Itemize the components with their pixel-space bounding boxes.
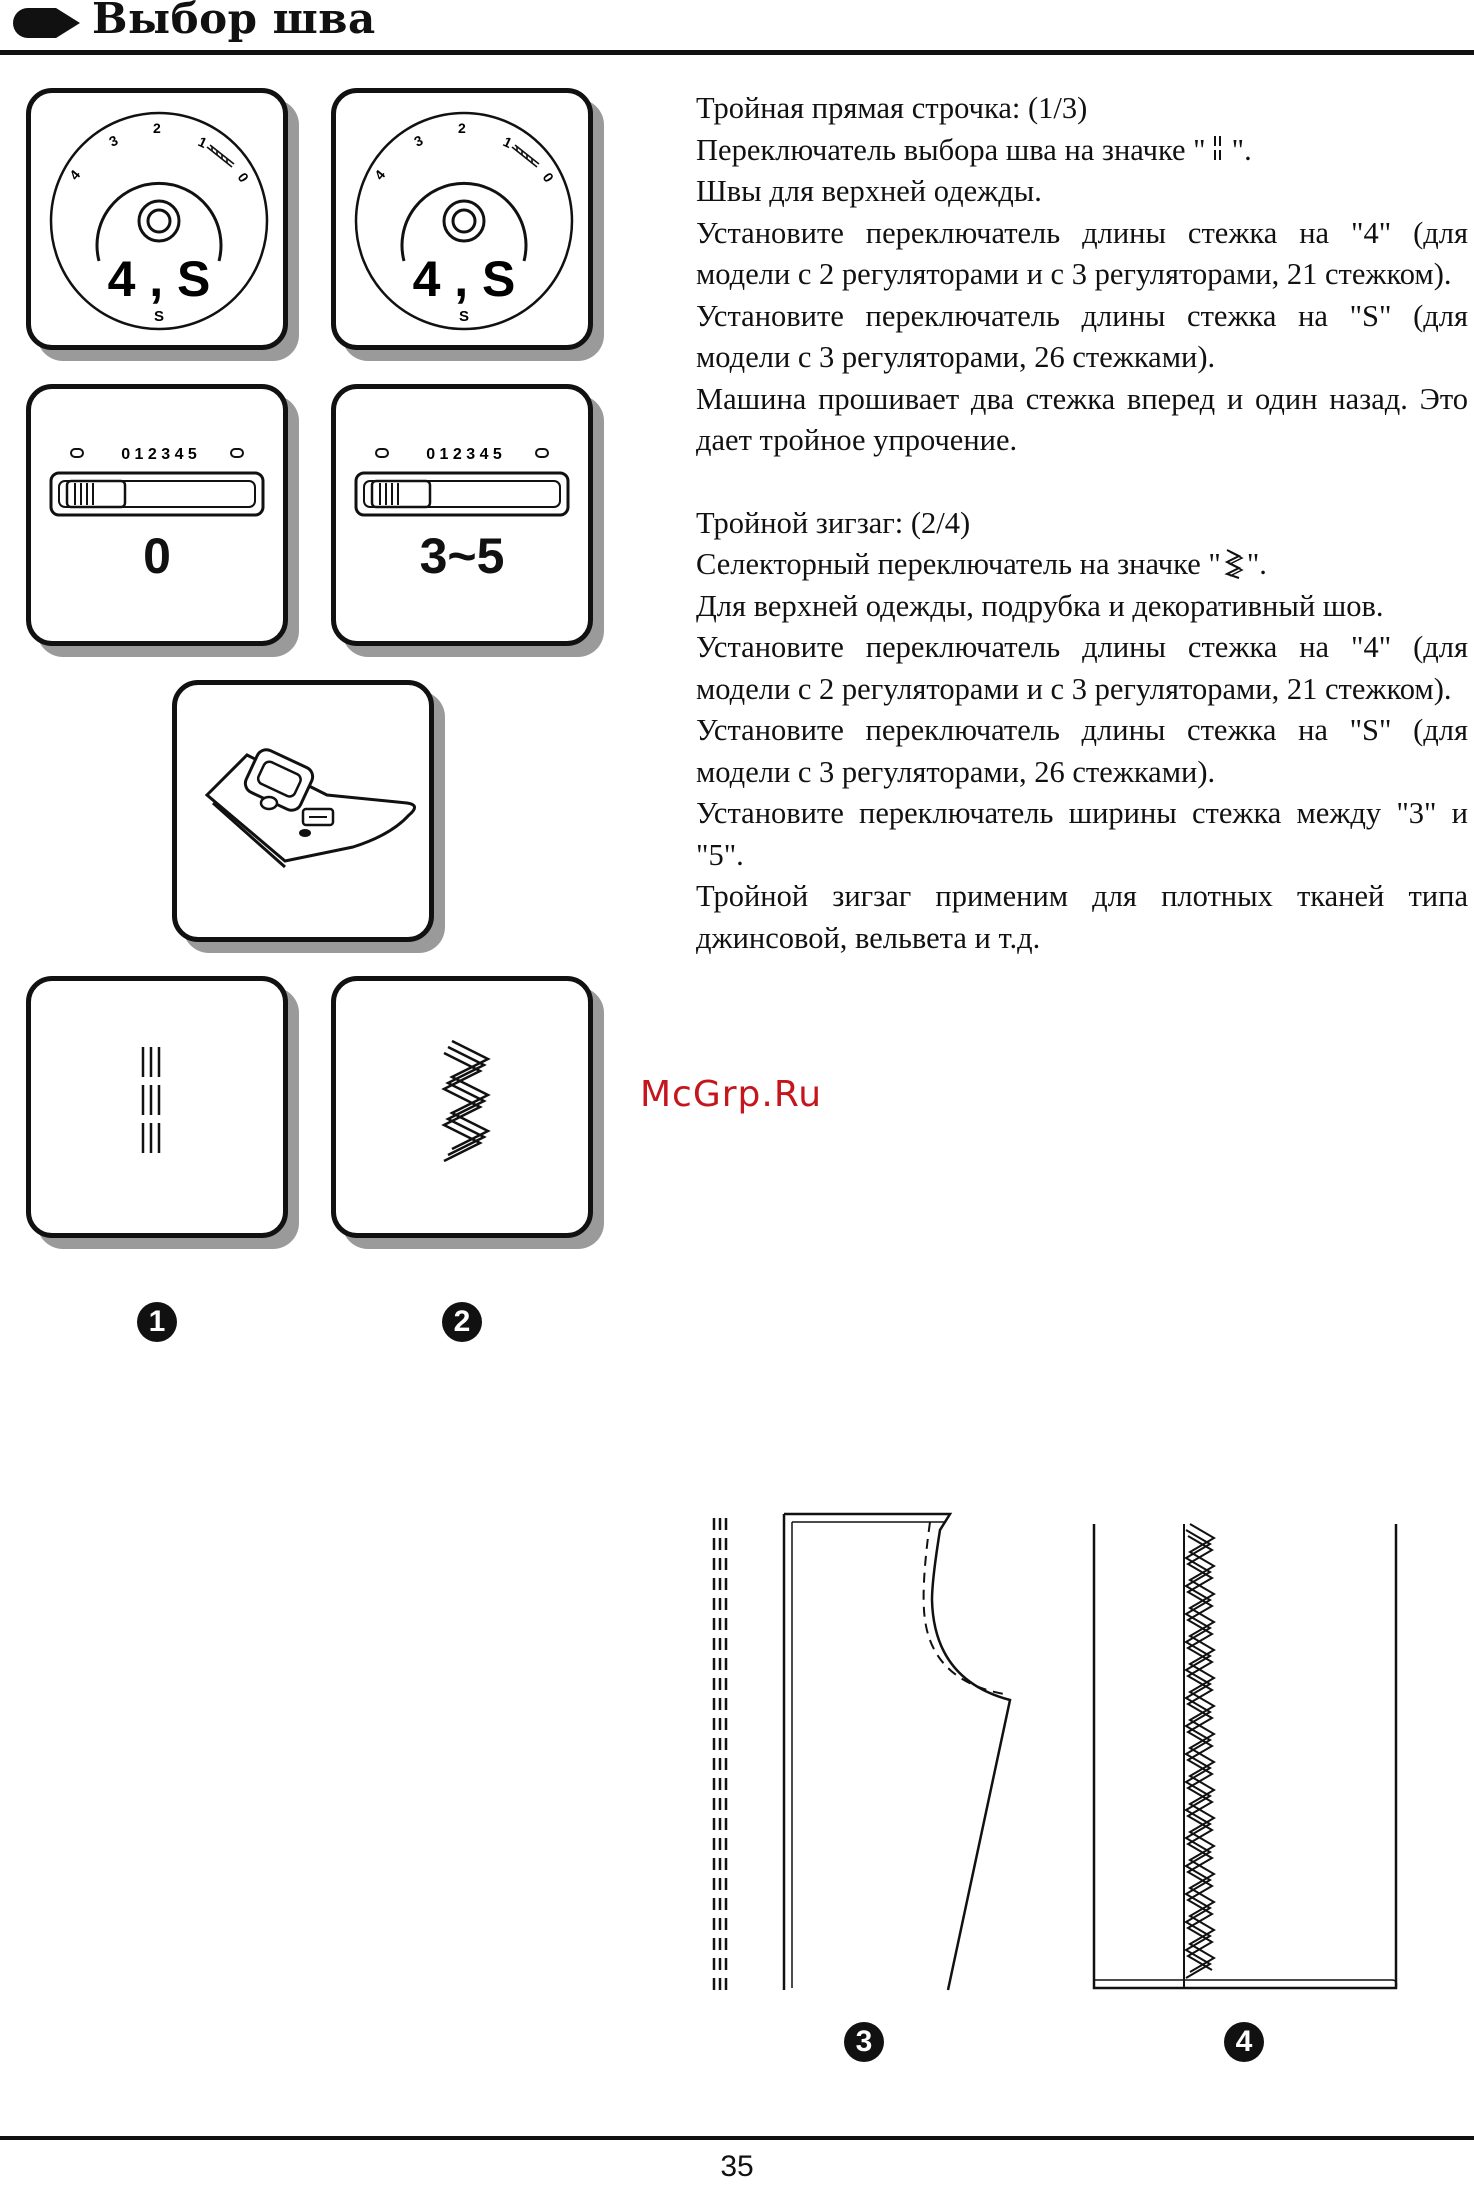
instruction-line: Машина прошивает два стежка вперед и один назад. Это дает тройное упрочение. (696, 381, 1468, 457)
instruction-line: Тройной зигзаг применим для плотных тканей типа джинсовой, вельвета и т.д. (696, 879, 1468, 955)
dial-value: 4 , S (412, 251, 516, 307)
dial-sub: S (153, 308, 165, 325)
hem-zigzag-illustration (1080, 1500, 1410, 2000)
triple-zigzag-symbol-icon (1221, 548, 1247, 580)
section-tag-icon (10, 4, 82, 42)
instruction-line: Установите переключатель длины стежка на "S" (для модели с 3 регуляторами, 26 стежками). (696, 713, 1468, 789)
dial-tick-1: 1 (500, 133, 515, 152)
triple-straight-stitch-icon (31, 981, 283, 1233)
triple-straight-symbol-icon (1206, 134, 1232, 166)
marker-4: 4 (1224, 2022, 1264, 2062)
presser-foot-icon (177, 685, 429, 937)
stitch-length-dial-panel-2 (331, 88, 593, 350)
stitch-width-slider-icon (31, 389, 283, 519)
dial-tick-3: 3 (411, 131, 426, 150)
dial-tick-4: 4 (371, 166, 389, 183)
marker-1: 1 (137, 1302, 177, 1342)
instruction-line: Установите переключатель длины стежка на "S" (для модели с 3 регуляторами, 26 стежками). (696, 298, 1468, 374)
dial-sub: S (458, 308, 470, 325)
stitch-length-dial-icon (31, 93, 283, 345)
dial-tick-0: 0 (539, 169, 558, 186)
triple-straight-stitch-panel (26, 976, 288, 1238)
dial-tick-4: 4 (66, 166, 84, 183)
presser-foot-panel (172, 680, 434, 942)
slider-scale: 0 1 2 3 4 5 (121, 446, 197, 463)
stitch-length-dial-panel-1 (26, 88, 288, 350)
page-title: Выбор шва (92, 0, 376, 43)
instruction-line: Установите переключатель ширины стежка между "3" и "5". (696, 796, 1468, 872)
instruction-line: Переключатель выбора шва на значке " ". (696, 132, 1252, 167)
slider-scale: 0 1 2 3 4 5 (426, 446, 502, 463)
dial-tick-1: 1 (195, 133, 210, 152)
dial-tick-2: 2 (153, 120, 161, 136)
slider-value: 3~5 (419, 528, 505, 584)
header-divider (0, 50, 1474, 55)
trouser-seam-illustration (700, 1500, 1030, 2000)
stitch-length-dial-icon (336, 93, 588, 345)
dial-tick-0: 0 (234, 169, 253, 186)
instruction-line: Установите переключатель длины стежка на "4" (для модели с 2 регуляторами и с 3 регуляторами, 21 стежком). (696, 215, 1468, 291)
marker-2: 2 (442, 1302, 482, 1342)
instruction-line: Швы для верхней одежды. (696, 174, 1042, 208)
instruction-line: Селекторный переключатель на значке " ". (696, 547, 1267, 581)
heading-triple-straight: Тройная прямая строчка: (1/3) (696, 91, 1088, 125)
stitch-width-slider-panel-1 (26, 384, 288, 646)
slider-value: 0 (143, 528, 171, 584)
heading-triple-zigzag: Тройной зигзаг: (2/4) (696, 505, 971, 540)
dial-value: 4 , S (107, 251, 211, 307)
dial-tick-3: 3 (106, 131, 121, 150)
triple-zigzag-stitch-panel (331, 976, 593, 1238)
instruction-line: Установите переключатель длины стежка на "4" (для модели с 2 регуляторами и с 3 регуляторами, 21 стежком). (696, 630, 1468, 706)
instruction-line: Для верхней одежды, подрубка и декоративный шов. (696, 588, 1384, 623)
dial-tick-2: 2 (458, 120, 466, 136)
instructions-text (696, 88, 1468, 959)
page-header (0, 0, 1474, 56)
watermark: McGrp.Ru (640, 1074, 823, 1115)
marker-3: 3 (844, 2022, 884, 2062)
page-number: 35 (720, 2150, 754, 2183)
stitch-width-slider-panel-2 (331, 384, 593, 646)
footer-divider (0, 2136, 1474, 2140)
stitch-width-slider-icon (336, 389, 588, 519)
triple-zigzag-stitch-icon (336, 981, 588, 1233)
